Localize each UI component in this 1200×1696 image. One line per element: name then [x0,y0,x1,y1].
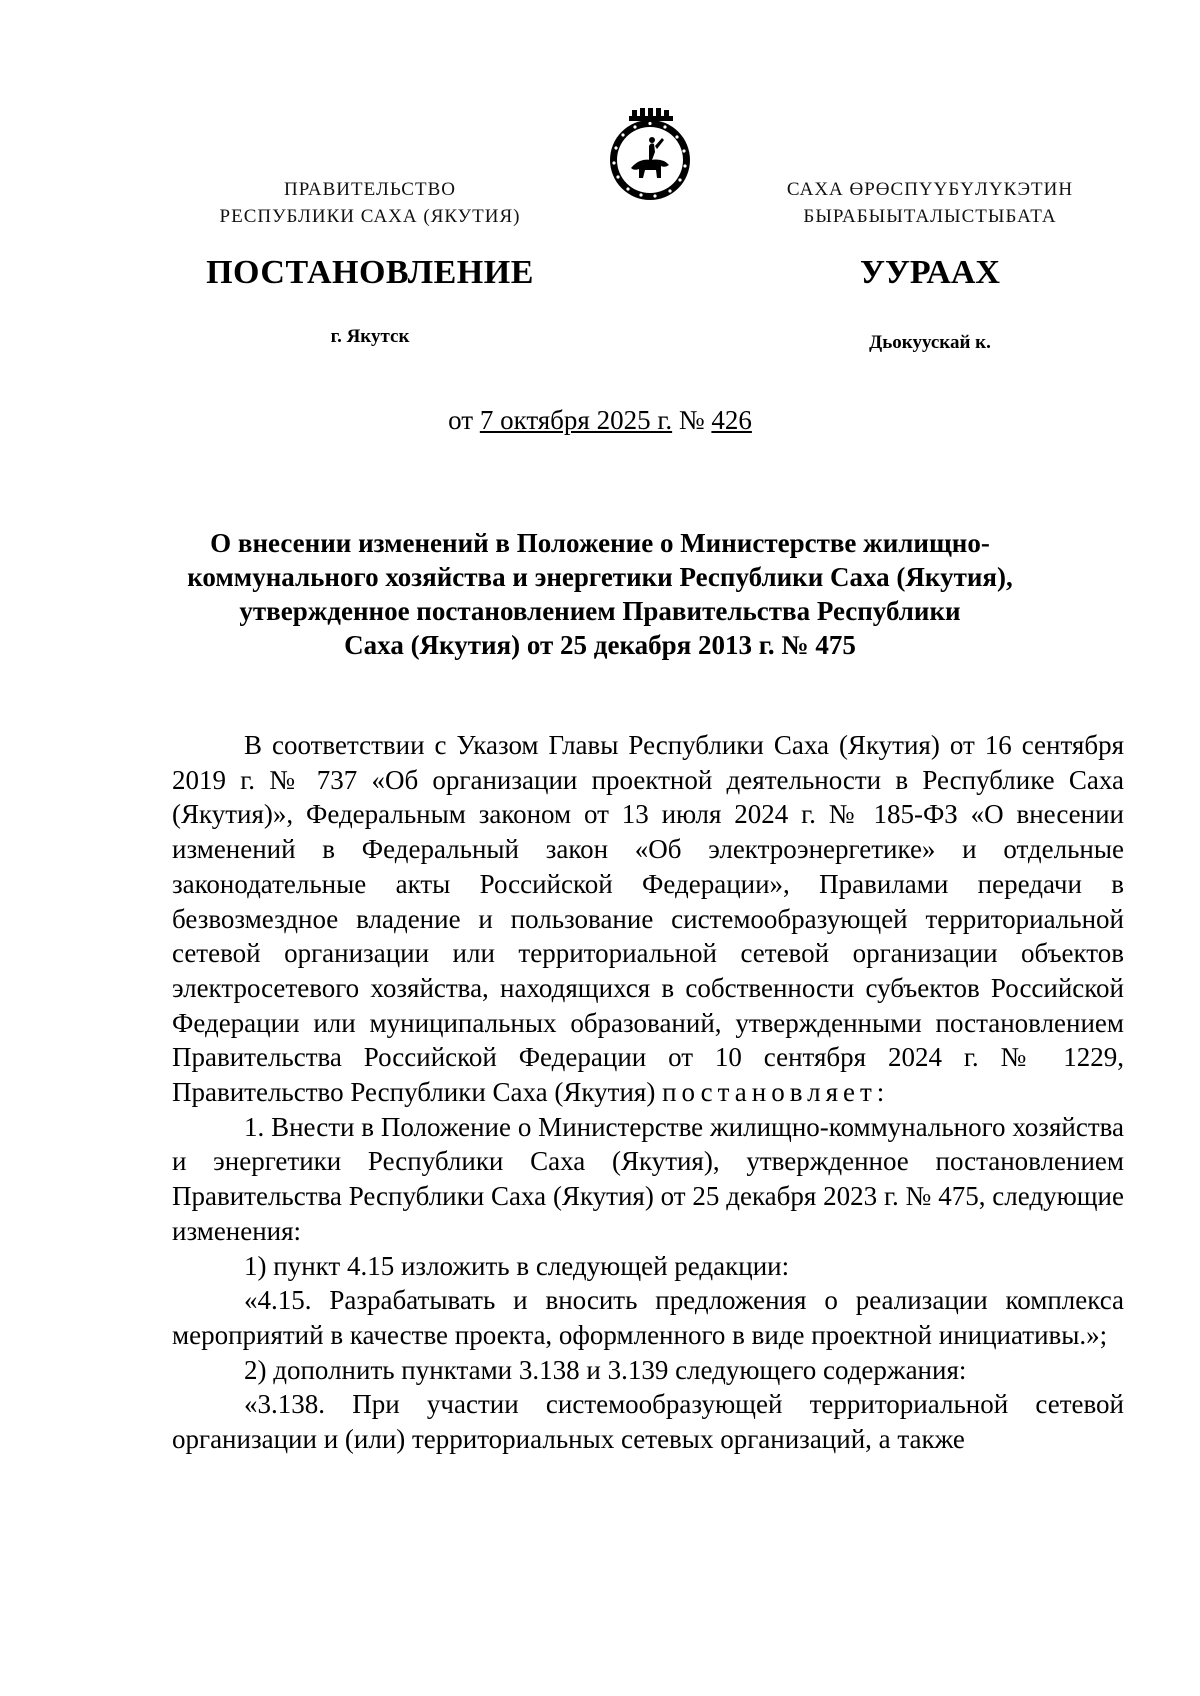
document-type-sakha: УУРААХ [860,254,1000,291]
document-type-ru: ПОСТАНОВЛЕНИЕ [206,254,534,291]
paragraph-quote-3-138: «3.138. При участии системообразующей территориальной сетевой организации и (или) территориальных сетевых организаций, а также [172,1389,1124,1455]
document-title [160,526,1040,662]
document-body [172,728,1124,1457]
government-name-sakha-line1: САХА ӨРӨСПҮҮБҮЛҮКЭТИН [786,179,1074,200]
paragraph-preamble [172,728,1124,1110]
number-label: № [672,405,712,435]
preamble-text: В соответствии с Указом Главы Республики Саха (Якутия) от 16 сентября 2019 г. № 737 «Об организации проектной деятельности в Республике Саха (Якутия)», Федеральным законом от 13 июля 2024 г. № 185-ФЗ «О внесении изменений в Федеральный закон «Об электроэнергетике» и отдельные законодательные акты Российской Федерации», Правилами передачи в безвозмездное владение и пользование системообразующей территориальной сетевой организации или территориальной сетевой организации объектов электросетевого хозяйства, находящихся в собственности субъектов Российской Федерации или муниципальных образований, утвержденными постановлением Правительства Российской Федерации от 10 сентября 2024 г. № 1229, Правительство Республики Саха (Якутия) [172,730,1124,1108]
city-ru: г. Якутск [330,326,410,347]
government-name-sakha [740,176,1120,230]
paragraph-quote-4-15: «4.15. Разрабатывать и вносить предложения о реализации комплекса мероприятий в качестве проекта, оформленного в виде проектной инициативы.»; [172,1285,1124,1350]
title-line: Саха (Якутия) от 25 декабря 2013 г. № 475 [344,630,856,660]
document-date: 7 октября 2025 г. [479,405,673,435]
government-name-ru-line2: РЕСПУБЛИКИ САХА (ЯКУТИЯ) [219,206,521,227]
paragraph-subitem-2: 2) дополнить пунктами 3.138 и 3.139 следующего содержания: [244,1354,967,1385]
government-name-sakha-line2: БЫРАБЫЫТАЛЫСТЫБАТА [803,206,1057,227]
government-name-ru-line1: ПРАВИТЕЛЬСТВО [284,179,456,200]
coat-of-arms-emblem-icon [605,108,695,204]
city-sakha: Дьокуускай к. [869,332,991,353]
title-line: О внесении изменений в Положение о Министерстве жилищно- [210,528,990,558]
decree-verb: постановляет: [662,1077,890,1108]
paragraph-subitem-1: 1) пункт 4.15 изложить в следующей редакции: [244,1250,790,1281]
title-line: утвержденное постановлением Правительства Республики [239,596,961,626]
title-line: коммунального хозяйства и энергетики Республики Саха (Якутия), [187,562,1013,592]
date-prefix: от [448,405,480,435]
document-number: 426 [711,405,752,435]
document-date-number [0,405,1200,436]
paragraph-item-1: 1. Внести в Положение о Министерстве жилищно-коммунального хозяйства и энергетики Республики Саха (Якутия), утвержденное постановлением Правительства Республики Саха (Якутия) от 25 декабря 2023 г. № 475, следующие изменения: [172,1111,1124,1246]
government-name-ru [170,176,570,230]
